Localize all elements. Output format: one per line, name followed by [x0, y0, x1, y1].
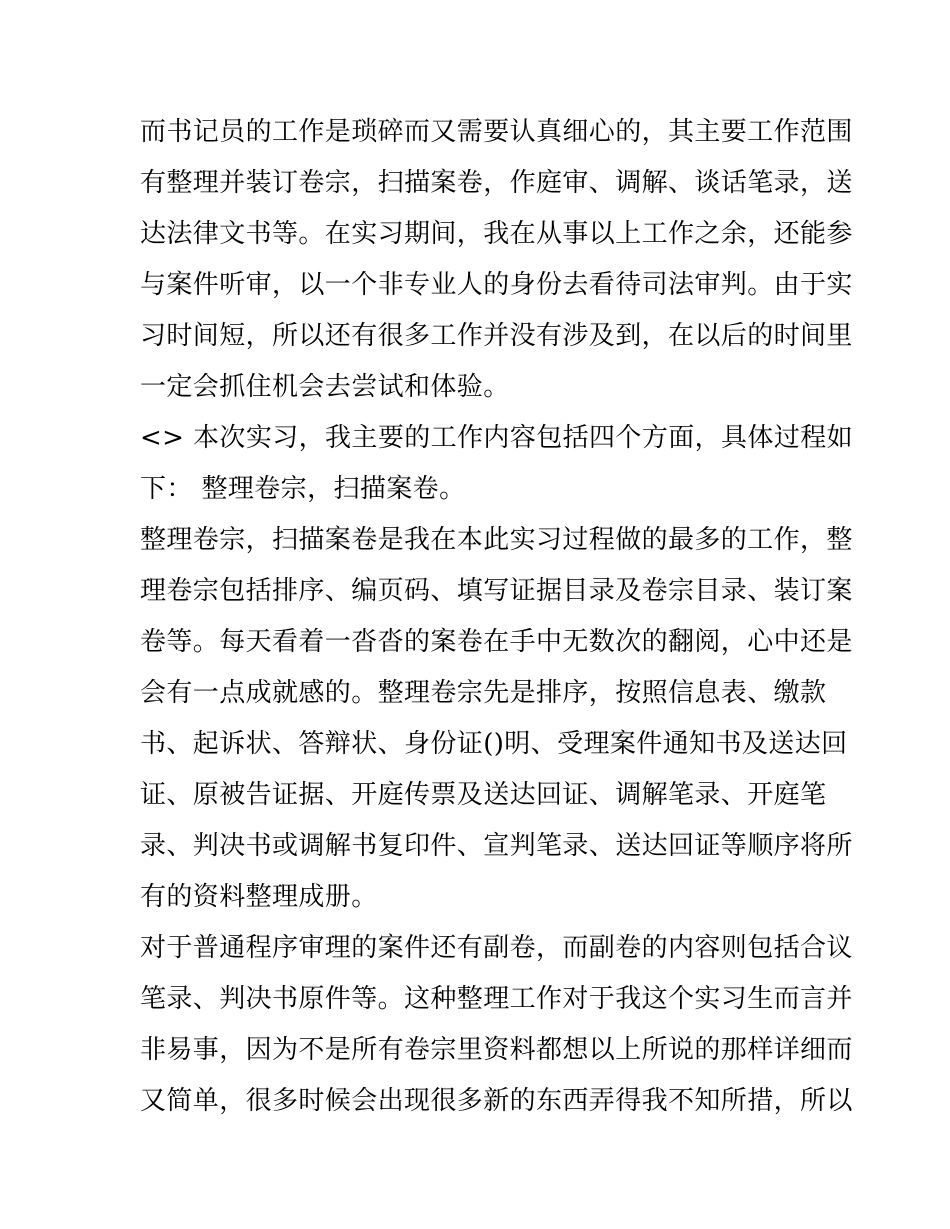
text-line: 而书记员的工作是琐碎而又需要认真细心的，其主要工作范围: [140, 117, 853, 147]
text-line: 整理卷宗，扫描案卷是我在本此实习过程做的最多的工作，整: [140, 525, 853, 555]
text-line: 对于普通程序审理的案件还有副卷，而副卷的内容则包括合议: [140, 933, 853, 963]
text-line: <> 本次实习，我主要的工作内容包括四个方面，具体过程如: [140, 423, 854, 453]
text-line: 笔录、判决书原件等。这种整理工作对于我这个实习生而言并: [140, 984, 853, 1014]
text-line: 证、原被告证据、开庭传票及送达回证、调解笔录、开庭笔: [140, 780, 827, 810]
body-text: [140, 107, 854, 1127]
text-line: 卷等。每天看着一沓沓的案卷在手中无数次的翻阅，心中还是: [140, 627, 853, 657]
text-line: 会有一点成就感的。整理卷宗先是排序，按照信息表、缴款: [140, 678, 827, 708]
text-line: 书、起诉状、答辩状、身份证()明、受理案件通知书及送达回: [140, 729, 848, 759]
text-line: 又简单，很多时候会出现很多新的东西弄得我不知所措，所以: [140, 1086, 853, 1116]
text-line: 达法律文书等。在实习期间，我在从事以上工作之余，还能参: [140, 219, 853, 249]
text-line: 理卷宗包括排序、编页码、填写证据目录及卷宗目录、装订案: [140, 576, 853, 606]
text-line: 下： 整理卷宗，扫描案卷。: [140, 474, 466, 504]
text-line: 习时间短，所以还有很多工作并没有涉及到，在以后的时间里: [140, 321, 853, 351]
text-line: 录、判决书或调解书复印件、宣判笔录、送达回证等顺序将所: [140, 831, 853, 861]
text-line: 非易事，因为不是所有卷宗里资料都想以上所说的那样详细而: [140, 1035, 853, 1065]
text-line: 一定会抓住机会去尝试和体验。: [140, 372, 510, 402]
text-line: 有的资料整理成册。: [140, 882, 378, 912]
text-line: 与案件听审，以一个非专业人的身份去看待司法审判。由于实: [140, 270, 853, 300]
text-line: 有整理并装订卷宗，扫描案卷，作庭审、调解、谈话笔录，送: [140, 168, 853, 198]
